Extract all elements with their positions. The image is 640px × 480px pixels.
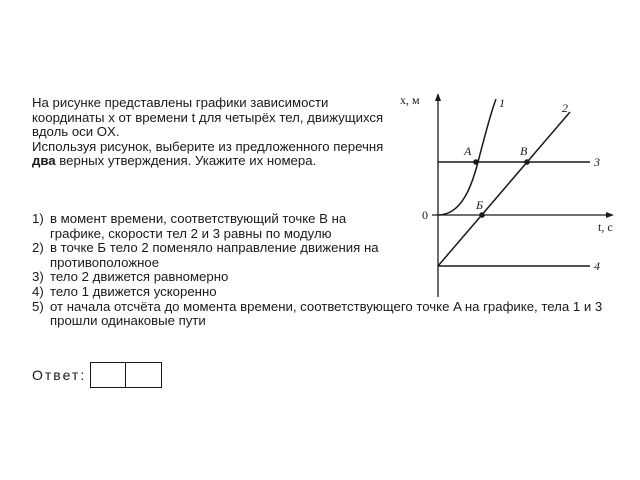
option-5 (32, 300, 632, 329)
point-b-label: B (520, 144, 528, 158)
question-text (32, 96, 402, 169)
option-number: 3) (32, 269, 44, 285)
point-a (473, 159, 479, 165)
option-text: в точке Б тело 2 поменяло направление движения на противоположное (50, 240, 379, 270)
answer-row (32, 362, 162, 388)
option-text: тело 1 движется ускоренно (50, 283, 217, 299)
option-number: 2) (32, 240, 44, 256)
x-axis-label: t, с (598, 220, 613, 234)
point-b (524, 159, 530, 165)
line-4-label: 4 (594, 259, 600, 273)
line-2-label: 2 (562, 101, 568, 115)
y-axis-label: x, м (400, 93, 420, 107)
point-be-label: Б (476, 198, 484, 212)
option-1 (32, 212, 384, 241)
line-2 (438, 112, 570, 266)
line-3-label: 3 (594, 155, 600, 169)
question-task (32, 140, 402, 169)
line-1-label: 1 (499, 96, 505, 110)
x-axis-arrow (606, 212, 614, 218)
option-2 (32, 241, 384, 270)
option-number: 1) (32, 211, 44, 226)
point-be (479, 212, 485, 218)
option-text: тело 2 движется равномерно (50, 269, 229, 285)
task-bold: два (32, 153, 56, 169)
question-intro: На рисунке представлены графики зависимости координаты x от времени t для четырёх тел, движущихся вдоль оси OX. (32, 95, 384, 140)
y-axis-arrow (435, 93, 441, 101)
point-a-label: A (464, 144, 472, 158)
task-pre: Используя рисунок, выберите из предложенного перечня (32, 138, 384, 154)
option-number: 5) (32, 298, 44, 314)
answer-box-2[interactable] (126, 362, 162, 388)
task-post: верных утверждения. Укажите их номера. (55, 153, 317, 169)
origin-label: 0 (422, 208, 428, 222)
option-text: от начала отсчёта до момента времени, соответствующего точке A на графике, тела 1 и 3 прошли одинаковые пути (50, 298, 603, 329)
option-text: в момент времени, соответствующий точке B на графике, скорости тел 2 и 3 равны по модулю (50, 211, 347, 241)
option-number: 4) (32, 283, 44, 299)
answer-label: Ответ: (32, 367, 87, 383)
answer-box-1[interactable] (90, 362, 126, 388)
graph (400, 85, 620, 300)
